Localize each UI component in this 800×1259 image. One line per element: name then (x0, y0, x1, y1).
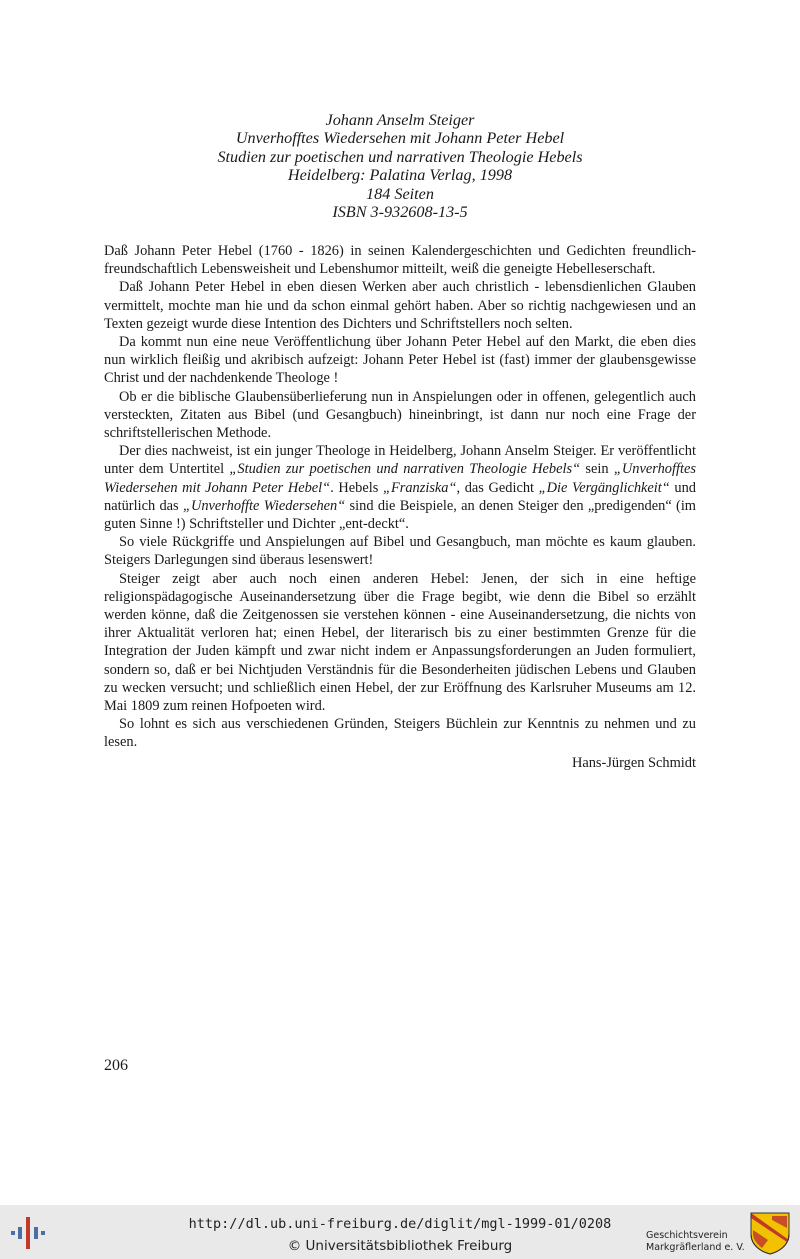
society-name (646, 1230, 745, 1254)
paragraph-1: Daß Johann Peter Hebel (1760 - 1826) in seinen Kalendergeschichten und Gedichten freundlich-freundschaftlich Lebensweisheit und Lebenshumor mitteilt, weiß die geneigte Hebelleserschaft. (104, 243, 696, 278)
p5-text-f: sind die Beispiele, an denen Steiger den „predigenden“ (im guten Sinne !) Schriftsteller und Dichter „ent-deckt“. (104, 497, 697, 533)
paragraph-5 (104, 442, 696, 533)
coat-of-arms-icon[interactable] (748, 1210, 792, 1256)
page-number: 206 (104, 1057, 128, 1074)
ub-freiburg-logo-icon[interactable] (8, 1213, 48, 1253)
p5-text-d: , das Gedicht (456, 479, 539, 496)
book-subtitle: Studien zur poetischen und narrativen Theologie Hebels (217, 147, 583, 166)
book-title: Unverhofftes Wiedersehen mit Johann Peter Hebel (235, 129, 565, 148)
paragraph-3: Da kommt nun eine neue Veröffentlichung über Johann Peter Hebel auf den Markt, die eben dies nun wirklich fleißig und akribisch aufzeigt: Johann Peter Hebel ist (fast) immer der glaubensgewisse Christ und der nachdenkende Theologe ! (104, 334, 696, 387)
paragraph-2: Daß Johann Peter Hebel in eben diesen Werken aber auch christlich - lebensdienlichen Glauben vermittelt, mochte man hie und da schon einmal gehört haben. Aber so richtig nachgewiesen und an Texten gezeigt wurde diese Intention des Dichters und Schriftstellers noch selten. (104, 279, 696, 332)
p5-italic-title: „Unverhofftes Wiedersehen mit Johann Peter Hebel“ (104, 461, 696, 496)
paragraph-8: So lohnt es sich aus verschiedenen Gründen, Steigers Büchlein zur Kenntnis zu nehmen und zu lesen. (104, 716, 696, 751)
book-publisher: Heidelberg: Palatina Verlag, 1998 (287, 166, 513, 185)
signature: Hans-Jürgen Schmidt (571, 754, 696, 771)
p5-italic-subtitle: „Studien zur poetischen und narrativen Theologie Hebels“ (229, 461, 581, 478)
book-isbn: ISBN 3-932608-13-5 (332, 203, 468, 222)
paragraph-4: Ob er die biblische Glaubensüberlieferung nun in Anspielungen oder in offenen, gelegentlich auch versteckten, Zitaten aus Bibel (und Gesangbuch) hineinbringt, ist dann nur noch eine Frage der schriftstellerischen Methode. (104, 388, 696, 442)
paragraph-6: So viele Rückgriffe und Anspielungen auf Bibel und Gesangbuch, man möchte es kaum glauben. Steigers Darlegungen sind überaus lesenswert! (104, 534, 696, 569)
book-author: Johann Anselm Steiger (325, 111, 475, 129)
p5-italic-verganglichkeit: „Die Vergänglichkeit“ (538, 479, 670, 496)
footer-bar (0, 1205, 800, 1259)
review-body (104, 242, 696, 772)
society-line-1: Geschichtsverein (646, 1230, 728, 1241)
p5-italic-wiedersehen: „Unverhoffte Wiedersehen“ (182, 497, 346, 514)
footer-copyright: © Universitätsbibliothek Freiburg (287, 1238, 513, 1254)
p5-italic-franziska: „Franziska“ (382, 479, 457, 496)
footer-url-link[interactable]: http://dl.ub.uni-freiburg.de/diglit/mgl-1999-01/0208 (188, 1216, 612, 1232)
p5-text-c: . Hebels (330, 479, 383, 496)
society-line-2: Markgräflerland e. V. (646, 1242, 745, 1253)
p5-text-e: und natürlich das (104, 479, 696, 514)
p5-text-b: sein (580, 461, 614, 478)
review-header (100, 111, 700, 221)
book-pages: 184 Seiten (366, 184, 434, 203)
p5-text-a: Der dies nachweist, ist ein junger Theologe in Heidelberg, Johann Anselm Steiger. Er veröffentlicht unter dem Untertitel (104, 443, 696, 478)
paragraph-7: Steiger zeigt aber auch noch einen anderen Hebel: Jenen, der sich in eine heftige religionspädagogische Auseinandersetzung über die Frage begibt, wie denn die Bibel so erzählt werden könne, daß die Zeitgenossen sie verstehen können - eine Auseinandersetzung, die nichts von ihrer Aktualität verloren hat; einen Hebel, der literarisch bis zu einer bestimmten Grenze für die Integration der Juden kämpft und zwar nicht indem er Anpassungsforderungen an Juden formuliert, sondern so, daß er bei Nichtjuden Verständnis für die Besonderheiten jüdischen Lebens und Glauben zu wecken versucht; und schließlich einen Hebel, der zur Eröffnung des Karlsruher Museums am 12. Mai 1809 zum reinen Hofpoeten wird. (104, 570, 696, 715)
